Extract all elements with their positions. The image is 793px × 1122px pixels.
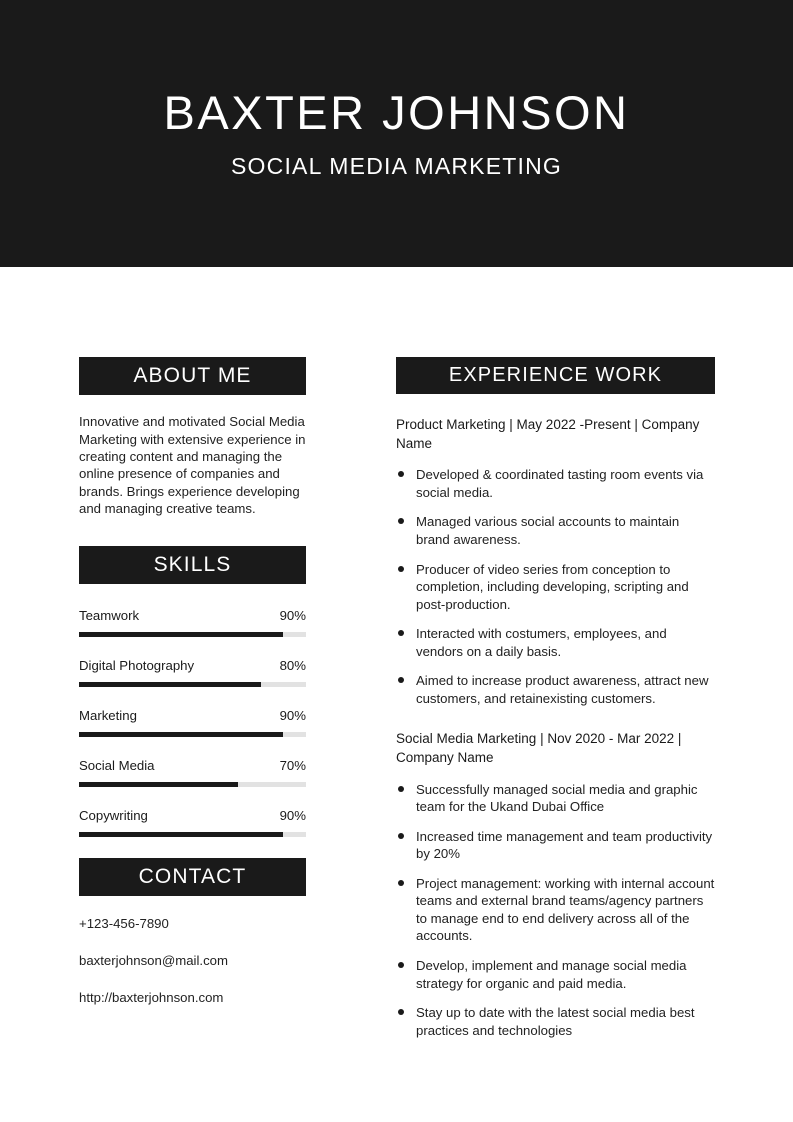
contact-phone: +123-456-7890 [79, 915, 169, 931]
skill-bar-track [79, 782, 306, 787]
skill-label: Copywriting [79, 807, 148, 823]
skill-label: Digital Photography [79, 657, 195, 673]
job-bullet-text: Aimed to increase product awareness, attract new customers, and retainexisting customers. [416, 673, 709, 706]
job-bullet-text: Developed & coordinated tasting room events via social media. [416, 467, 704, 500]
left-column [79, 357, 306, 1027]
bullet-dot-icon [398, 566, 404, 572]
job-bullet [396, 625, 715, 660]
job-bullet [396, 466, 715, 501]
job-bullet [396, 828, 715, 863]
job-bullet-text: Successfully managed social media and graphic team for the Ukand Dubai Office [416, 781, 698, 815]
skill-label: Marketing [79, 707, 137, 723]
bullet-dot-icon [398, 880, 404, 886]
skill-item [79, 608, 306, 637]
about-section-title: ABOUT ME [79, 357, 306, 395]
candidate-role: SOCIAL MEDIA MARKETING [231, 152, 562, 179]
job-bullet-text: Increased time management and team productivity by 20% [416, 828, 713, 862]
bullet-dot-icon [398, 471, 404, 477]
bullet-dot-icon [398, 962, 404, 968]
contact-section-title: CONTACT [79, 858, 306, 896]
experience-section-title: EXPERIENCE WORK [396, 357, 715, 394]
contact-list [79, 916, 306, 1005]
job-heading: Social Media Marketing | Nov 2020 - Mar 2022 | Company Name [396, 731, 682, 766]
skill-value: 80% [279, 657, 306, 673]
job-bullet [396, 875, 715, 945]
candidate-name: BAXTER JOHNSON [163, 86, 630, 140]
skill-bar-track [79, 682, 306, 687]
job-bullet [396, 513, 715, 548]
job-bullet [396, 957, 715, 992]
job-bullet-text: Managed various social accounts to maintain brand awareness. [416, 514, 680, 547]
contact-website[interactable]: http://baxterjohnson.com [79, 989, 224, 1005]
skill-bar-fill [79, 732, 283, 737]
skill-item [79, 758, 306, 787]
skill-item [79, 708, 306, 737]
skill-bar-track [79, 732, 306, 737]
job-bullet-text: Develop, implement and manage social media strategy for organic and paid media. [416, 958, 687, 991]
bullet-dot-icon [398, 786, 404, 792]
skills-section-title: SKILLS [79, 546, 306, 584]
skill-bar-track [79, 632, 306, 637]
experience-job [396, 729, 715, 1039]
job-bullet-text: Producer of video series from conception to completion, including developing, scripting and post-production. [416, 561, 689, 612]
skill-value: 90% [279, 807, 306, 823]
job-heading: Product Marketing | May 2022 -Present | Company Name [396, 417, 700, 452]
bullet-dot-icon [398, 677, 404, 683]
skills-list [79, 608, 306, 837]
resume-header [0, 0, 793, 267]
skill-bar-fill [79, 832, 283, 837]
skill-bar-track [79, 832, 306, 837]
skill-item [79, 658, 306, 687]
job-bullet [396, 672, 715, 707]
skill-label: Teamwork [79, 607, 140, 623]
experience-job [396, 415, 715, 707]
job-bullet-text: Interacted with costumers, employees, and vendors on a daily basis. [416, 626, 667, 659]
job-bullet [396, 781, 715, 816]
job-bullet-text: Stay up to date with the latest social media best practices and technologies [416, 1005, 695, 1038]
skill-label: Social Media [79, 757, 155, 773]
job-bullet [396, 561, 715, 614]
bullet-dot-icon [398, 1009, 404, 1015]
skill-item [79, 808, 306, 837]
bullet-dot-icon [398, 833, 404, 839]
skill-bar-fill [79, 682, 261, 687]
job-bullets [396, 466, 715, 707]
about-text: Innovative and motivated Social Media Marketing with extensive experience in creating content and managing the online presence of companies and brands. Brings experience developing and managing creative teams. [79, 414, 306, 517]
contact-email[interactable]: baxterjohnson@mail.com [79, 952, 228, 968]
skill-value: 90% [279, 607, 306, 623]
job-bullet [396, 1004, 715, 1039]
skill-bar-fill [79, 632, 283, 637]
skill-value: 90% [279, 707, 306, 723]
skill-value: 70% [279, 757, 306, 773]
job-bullets [396, 781, 715, 1040]
bullet-dot-icon [398, 518, 404, 524]
skill-bar-fill [79, 782, 238, 787]
right-column [396, 357, 715, 1051]
bullet-dot-icon [398, 630, 404, 636]
job-bullet-text: Project management: working with internal account teams and external brand teams/agency partners to manage end to end delivery across all of the accounts. [416, 875, 715, 944]
